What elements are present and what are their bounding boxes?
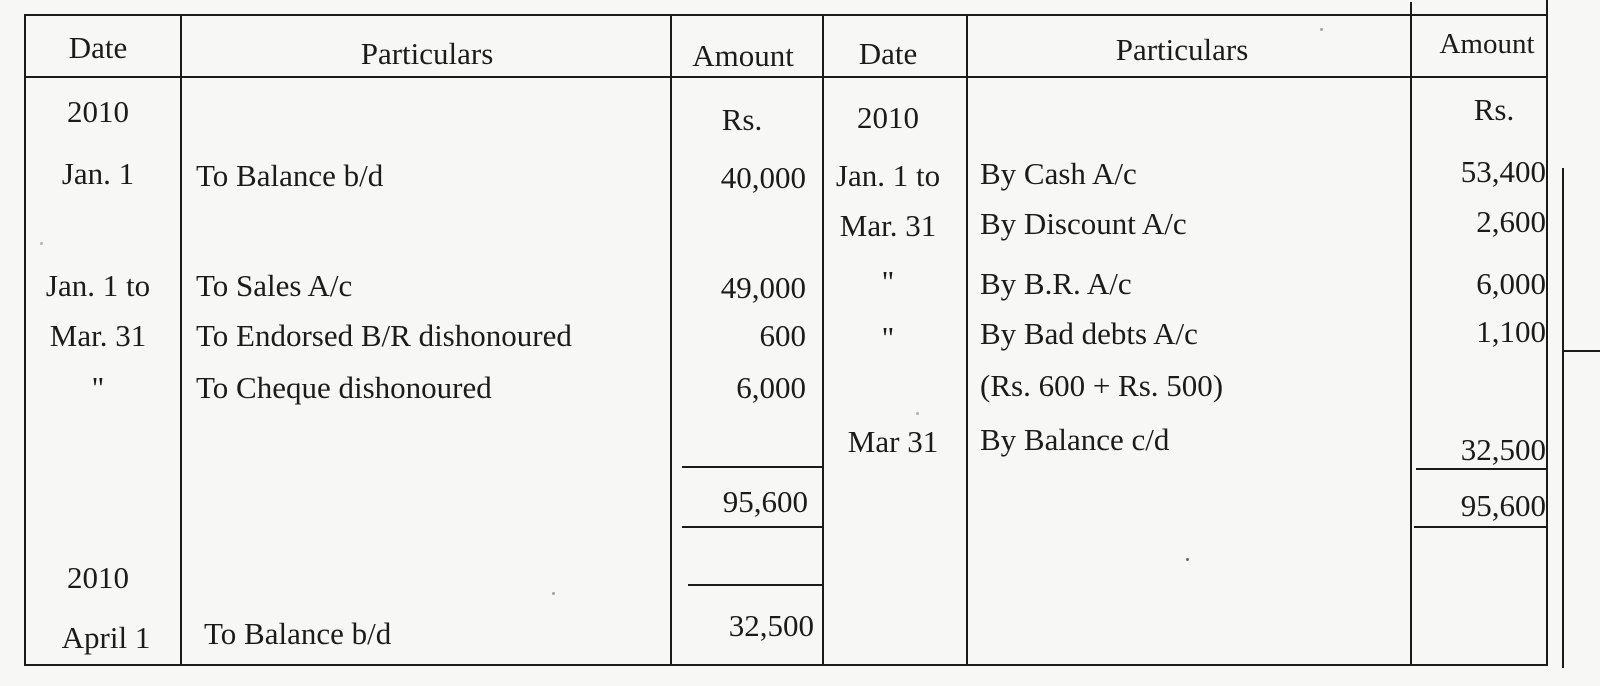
frame-left-border (24, 14, 26, 666)
dr-row-1-date: Jan. 1 (61, 156, 135, 191)
dr-row-4-date: " (91, 370, 105, 405)
cr-total-top-rule (1416, 468, 1548, 470)
dr-next-year: 2010 (67, 560, 129, 595)
header-cr-amount: Amount (1439, 28, 1535, 60)
cr-row-3-date: " (881, 264, 895, 299)
header-dr-particulars: Particulars (360, 36, 494, 71)
column-divider-date (180, 14, 182, 666)
scan-speck (40, 242, 43, 245)
column-divider-cr-particulars (1410, 2, 1412, 666)
column-divider-particulars (670, 14, 672, 666)
adjacent-page-edge (1562, 168, 1564, 668)
cr-row-4-particulars: By Bad debts A/c (980, 316, 1198, 351)
cr-row-4-amount: 1,100 (1476, 314, 1546, 349)
dr-row-4-amount: 6,000 (736, 370, 806, 405)
adjacent-page-rule (1562, 350, 1600, 352)
cr-row-1-date: Jan. 1 to (835, 158, 941, 193)
cr-row-2-amount: 2,600 (1476, 204, 1546, 239)
cr-row-5-particulars: (Rs. 600 + Rs. 500) (980, 368, 1224, 403)
dr-row-2-date: Jan. 1 to (45, 268, 151, 303)
dr-row-1-amount: 40,000 (720, 160, 806, 195)
header-dr-date: Date (68, 30, 128, 65)
cr-row-3-amount: 6,000 (1476, 266, 1546, 301)
cr-row-6-date: Mar 31 (847, 424, 939, 459)
header-dr-amount: Amount (692, 38, 794, 73)
cr-row-4-date: " (881, 320, 895, 355)
dr-row-3-amount: 600 (759, 318, 806, 353)
header-separator (24, 76, 1548, 78)
dr-row-4-particulars: To Cheque dishonoured (196, 370, 492, 405)
cr-row-2-date: Mar. 31 (839, 208, 937, 243)
cr-total: 95,600 (1460, 488, 1546, 523)
dr-next-amount: 32,500 (728, 608, 814, 643)
cr-row-2-particulars: By Discount A/c (980, 206, 1187, 241)
dr-next-particulars: To Balance b/d (204, 616, 392, 651)
dr-row-2-amount: 49,000 (720, 270, 806, 305)
scan-speck (916, 412, 919, 415)
dr-total-bottom-rule (682, 526, 824, 528)
cr-row-6-amount: 32,500 (1460, 432, 1546, 467)
frame-bottom-border (24, 664, 1548, 666)
scan-speck (552, 592, 555, 595)
header-cr-date: Date (858, 36, 918, 71)
cr-row-6-particulars: By Balance c/d (980, 422, 1170, 457)
cr-year: 2010 (857, 100, 919, 135)
scan-speck (1186, 558, 1189, 561)
cr-row-1-amount: 53,400 (1460, 154, 1546, 189)
column-divider-cr-date (966, 14, 968, 666)
dr-row-1-particulars: To Balance b/d (196, 158, 384, 193)
dr-currency: Rs. (721, 102, 763, 137)
dr-next-date: April 1 (61, 620, 151, 655)
column-divider-amount (822, 14, 824, 666)
cr-currency: Rs. (1473, 92, 1515, 127)
dr-closing-rule (688, 584, 824, 586)
header-cr-particulars: Particulars (1115, 32, 1249, 67)
dr-row-3-particulars: To Endorsed B/R dishonoured (196, 318, 572, 353)
dr-year: 2010 (67, 94, 129, 129)
dr-total: 95,600 (722, 484, 808, 519)
dr-total-top-rule (682, 466, 824, 468)
frame-top-border (24, 14, 1548, 16)
dr-row-3-date: Mar. 31 (49, 318, 147, 353)
cr-row-3-particulars: By B.R. A/c (980, 266, 1132, 301)
cr-row-1-particulars: By Cash A/c (980, 156, 1137, 191)
scan-speck (1320, 28, 1323, 31)
dr-row-2-particulars: To Sales A/c (196, 268, 353, 303)
frame-right-border (1546, 0, 1548, 666)
cr-total-bottom-rule (1414, 526, 1548, 528)
